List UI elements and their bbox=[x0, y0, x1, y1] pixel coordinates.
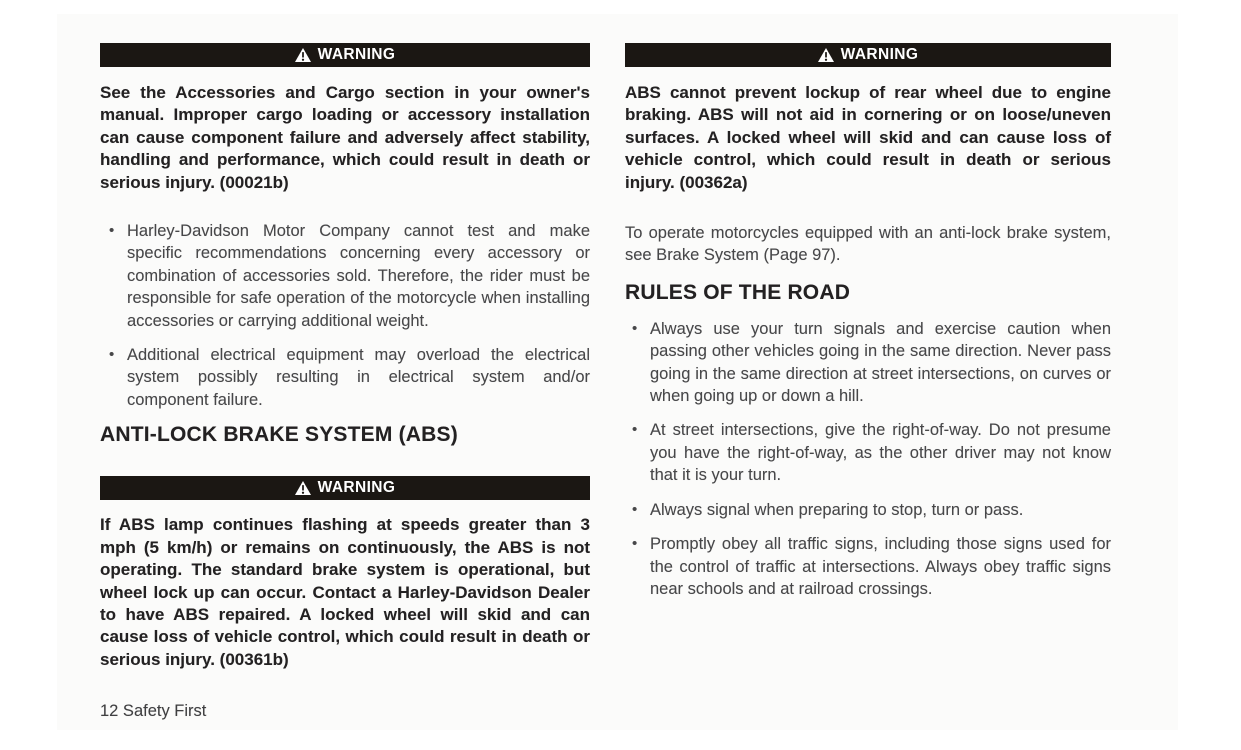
warning-banner-label: WARNING bbox=[840, 46, 919, 63]
abs-intro-paragraph: To operate motorcycles equipped with an anti-lock brake system, see Brake System (Page 97). bbox=[625, 224, 1111, 265]
warning-triangle-icon bbox=[295, 48, 311, 62]
warning-banner-accessories bbox=[100, 43, 590, 67]
warning-banner-label: WARNING bbox=[317, 46, 396, 63]
warning-triangle-icon bbox=[295, 481, 311, 495]
section-heading-rules: RULES OF THE ROAD bbox=[625, 280, 851, 304]
section-heading-abs: ANTI-LOCK BRAKE SYSTEM (ABS) bbox=[100, 423, 458, 447]
list-item: • Harley-Davidson Motor Company cannot test and make specific recommendations concerning every accessory or combination of accessories sold. Therefore, the rider must be responsible for safe operation of the motorcycle when installing accessories or carrying additional weight. bbox=[100, 220, 590, 332]
left-column bbox=[100, 14, 590, 671]
page-footer: 12 Safety First bbox=[100, 702, 207, 720]
document-page bbox=[57, 14, 1178, 730]
warning-paragraph-abs-lockup: ABS cannot prevent lockup of rear wheel due to engine braking. ABS will not aid in cornering or on loose/uneven surfaces. A locked wheel will skid and can cause loss of vehicle control, which could result in death or serious injury. (00362a) bbox=[625, 83, 1111, 192]
rules-bullet-list bbox=[625, 318, 1111, 600]
list-item: • Additional electrical equipment may overload the electrical system possibly resulting in electrical system and/or component failure. bbox=[100, 344, 590, 411]
list-item: • Always signal when preparing to stop, turn or pass. bbox=[625, 499, 1111, 521]
list-item: • Always use your turn signals and exercise caution when passing other vehicles going in the same direction. Never pass going in the same direction at street intersections, on curves or when going up or down a hill. bbox=[625, 318, 1111, 408]
warning-paragraph-accessories: See the Accessories and Cargo section in your owner's manual. Improper cargo loading or accessory installation can cause component failure and adversely affect stability, handling and performance, which could result in death or serious injury. (00021b) bbox=[100, 83, 590, 192]
list-item: • Promptly obey all traffic signs, including those signs used for the control of traffic at intersections. Always obey traffic signs near schools and at railroad crossings. bbox=[625, 533, 1111, 600]
warning-triangle-icon bbox=[818, 48, 834, 62]
accessories-bullet-list bbox=[100, 220, 590, 411]
list-item: • At street intersections, give the right-of-way. Do not presume you have the right-of-way, as the other driver may not know that it is your turn. bbox=[625, 419, 1111, 486]
right-column bbox=[625, 14, 1111, 612]
warning-banner-abs-lamp bbox=[100, 476, 590, 500]
warning-banner-abs-lockup bbox=[625, 43, 1111, 67]
warning-paragraph-abs-lamp: If ABS lamp continues flashing at speeds greater than 3 mph (5 km/h) or remains on continuously, the ABS is not operating. The standard brake system is operational, but wheel lock up can occur. Contact a Harley-Davidson Dealer to have ABS repaired. A locked wheel will skid and can cause loss of vehicle control, which could result in death or serious injury. (00361b) bbox=[100, 515, 590, 669]
warning-banner-label: WARNING bbox=[317, 479, 396, 497]
